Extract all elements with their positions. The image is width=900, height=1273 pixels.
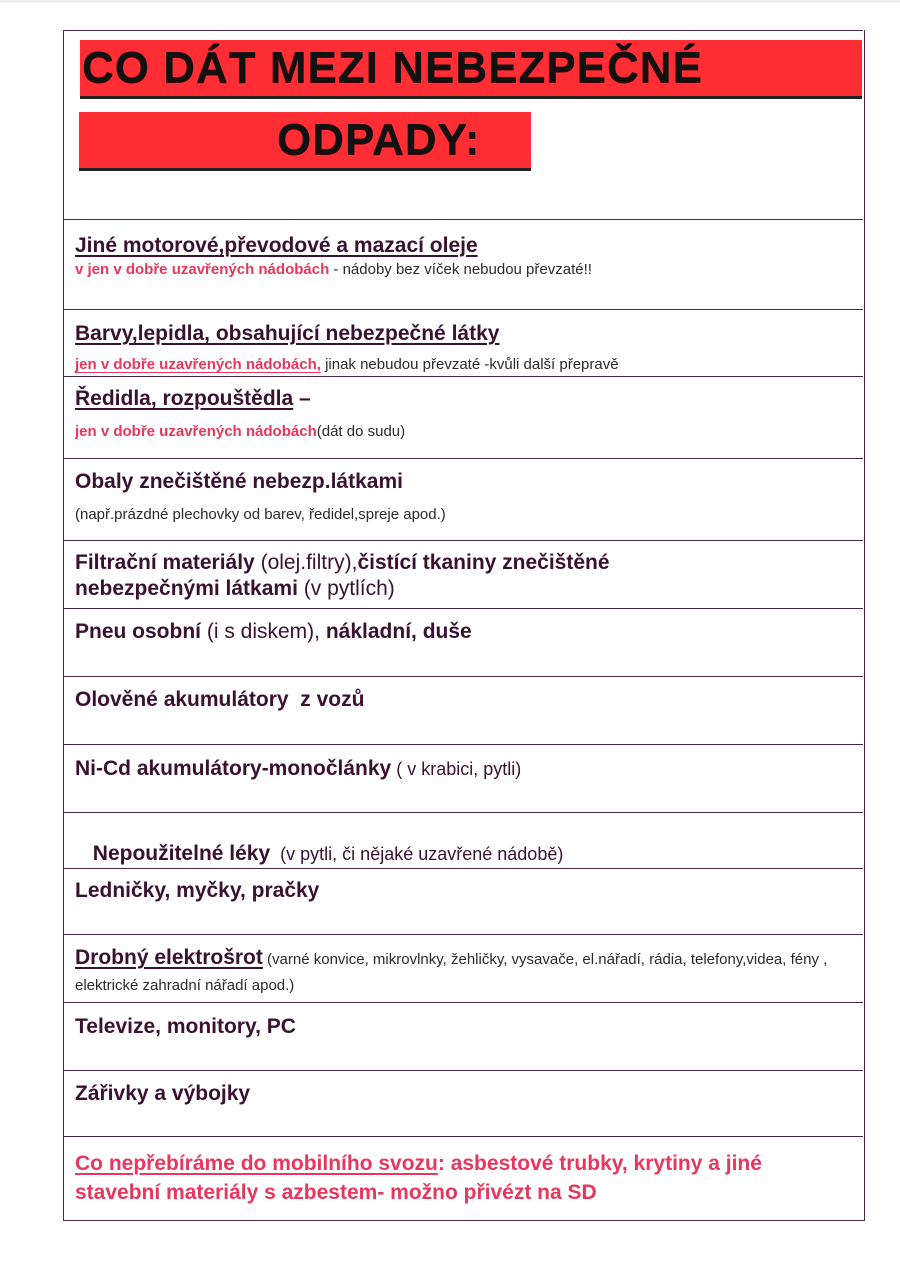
item-note: (varné konvice, mikrovlnky, žehličky, vysavače, el.nářadí, rádia, telefony,videa, fény , elektrické zahradní nářadí apod.): [75, 951, 828, 994]
note-text: - nádoby bez víček nebudou převzaté!!: [329, 261, 592, 278]
item-heading: Nepoužitelné léky: [92, 842, 271, 865]
item-medicine: [63, 812, 863, 868]
item-text: [75, 757, 521, 781]
frame-top: [63, 30, 863, 31]
filters-part4: nebezpečnými látkami: [75, 577, 298, 600]
footer-body: : asbestové trubky, krytiny a jiné stavební materiály s azbestem- možno přivézt na SD: [75, 1152, 762, 1204]
item-lamps: [63, 1070, 863, 1136]
note-highlight: jen v dobře uzavřených nádobách,: [75, 356, 321, 373]
tyres-part3: nákladní, duše: [325, 620, 472, 643]
footer-text: [75, 1149, 845, 1207]
item-note: (v pytli, či nějaké uzavřené nádobě): [270, 844, 564, 864]
item-note: [75, 423, 405, 440]
scan-edge: [0, 0, 900, 3]
note-text: (dát do sudu): [316, 423, 406, 440]
footer-notice: [63, 1136, 863, 1220]
item-tv: [63, 1002, 863, 1070]
item-oils: [63, 219, 863, 309]
item-lead-batteries: [63, 676, 863, 744]
item-text: [75, 945, 845, 999]
heading-dash: –: [293, 387, 311, 410]
item-thinners: [63, 376, 863, 458]
item-paints: [63, 309, 863, 376]
filters-part3: čistící tkaniny znečištěné: [357, 551, 610, 574]
item-text: [75, 550, 845, 602]
item-heading: Ledničky, myčky, pračky: [75, 879, 320, 902]
item-heading: Barvy,lepidla, obsahující nebezpečné látky: [75, 322, 500, 345]
filters-part1: Filtrační materiály: [75, 551, 255, 574]
note-highlight: jen v dobře uzavřených nádobách: [75, 423, 317, 440]
item-heading: Jiné motorové,převodové a mazací oleje: [75, 234, 478, 257]
item-heading: Olověné akumulátory z vozů: [75, 688, 365, 711]
item-electro: [63, 934, 863, 1002]
item-packaging: [63, 458, 863, 540]
tyres-part1: Pneu osobní: [75, 620, 201, 643]
item-text: [75, 620, 472, 644]
item-filters: [63, 540, 863, 608]
filters-part2: (olej.filtry),: [254, 551, 358, 574]
filters-part5: (v pytlích): [297, 577, 395, 600]
item-note: [75, 261, 592, 278]
title-line-2: ODPADY:: [79, 112, 531, 171]
item-note: [75, 356, 619, 373]
item-heading: Ni-Cd akumulátory-monočlánky: [75, 757, 392, 780]
item-heading: Ředidla, rozpouštědla: [75, 387, 294, 410]
item-tyres: [63, 608, 863, 676]
tyres-part2: (i s diskem),: [201, 620, 326, 643]
item-heading: Drobný elektrošrot: [75, 946, 263, 969]
item-note: (např.prázdné plechovky od barev, ředidel,spreje apod.): [75, 506, 446, 523]
footer-heading: Co nepřebíráme do mobilního svozu: [75, 1152, 438, 1175]
title-line-1: CO DÁT MEZI NEBEZPEČNÉ: [80, 40, 862, 99]
note-highlight: v jen v dobře uzavřených nádobách: [75, 261, 330, 278]
note-text: jinak nebudou převzaté -kvůli další přepravě: [320, 356, 619, 373]
item-nicd: [63, 744, 863, 812]
item-appliances: [63, 868, 863, 934]
item-heading: Obaly znečištěné nebezp.látkami: [75, 470, 403, 493]
item-note: ( v krabici, pytli): [391, 759, 522, 779]
item-heading: Zářivky a výbojky: [75, 1082, 251, 1105]
item-heading: Televize, monitory, PC: [75, 1015, 296, 1038]
item-heading-line: [75, 387, 311, 411]
